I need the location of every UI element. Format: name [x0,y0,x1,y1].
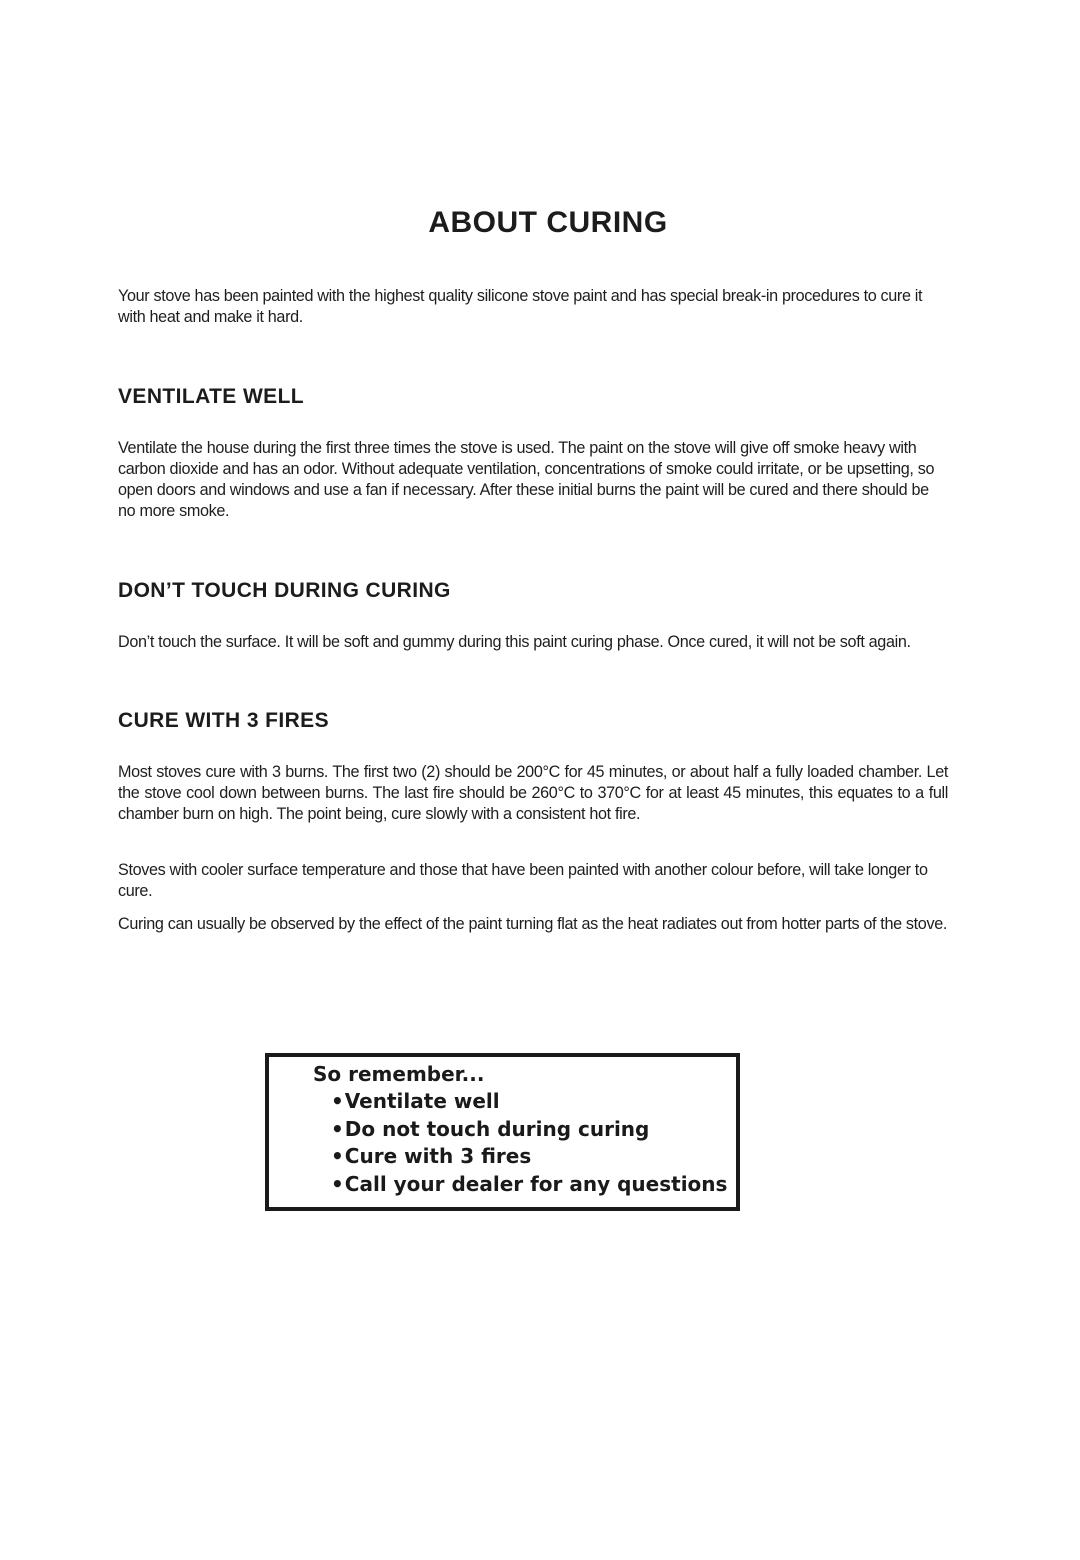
list-item [331,1143,727,1171]
section-paragraph-observe-curing: Curing can usually be observed by the effect of the paint turning flat as the heat radiates out from hotter parts of the stove. [118,915,947,933]
bullet-icon: • [331,1089,344,1113]
section-heading-dont-touch: DON’T TOUCH DURING CURING [118,579,451,602]
remember-title: So remember... [313,1062,485,1086]
section-heading-ventilate: VENTILATE WELL [118,385,305,408]
page-title: ABOUT CURING [428,206,668,239]
remember-item-label: Ventilate well [344,1089,500,1113]
intro-paragraph: Your stove has been painted with the highest quality silicone stove paint and has special break-in procedures to cure it with heat and make it hard. [118,287,923,326]
remember-item-label: Cure with 3 fires [344,1144,532,1168]
section-paragraph-cooler-stoves: Stoves with cooler surface temperature and those that have been painted with another colour before, will take longer to cure. [118,861,928,900]
section-paragraph-cure-burns: Most stoves cure with 3 burns. The first two (2) should be 200°C for 45 minutes, or about half a fully loaded chamber. Let the stove cool down between burns. The last fire should be 260°C to 370°C for at least 45 minutes, this equates to a full chamber burn on high. The point being, cure slowly with a consistent hot fire. [118,763,948,823]
section-paragraph-dont-touch: Don’t touch the surface. It will be soft and gummy during this paint curing phase. Once cured, it will not be soft again. [118,633,911,651]
list-item [331,1116,727,1144]
section-heading-cure-fires: CURE WITH 3 FIRES [118,709,329,732]
section-paragraph-ventilate: Ventilate the house during the first three times the stove is used. The paint on the stove will give off smoke heavy with carbon dioxide and has an odor. Without adequate ventilation, concentrations of smoke could irritate, or be upsetting, so open doors and windows and use a fan if necessary. After these initial burns the paint will be cured and there should be no more smoke. [118,439,935,520]
remember-list [331,1088,727,1198]
remember-box [265,1053,740,1211]
list-item [331,1171,727,1199]
list-item [331,1088,727,1116]
bullet-icon: • [331,1144,344,1168]
remember-item-label: Do not touch during curing [344,1116,650,1141]
bullet-icon: • [331,1116,344,1141]
remember-item-label: Call your dealer for any questions [344,1171,728,1196]
bullet-icon: • [331,1171,344,1196]
